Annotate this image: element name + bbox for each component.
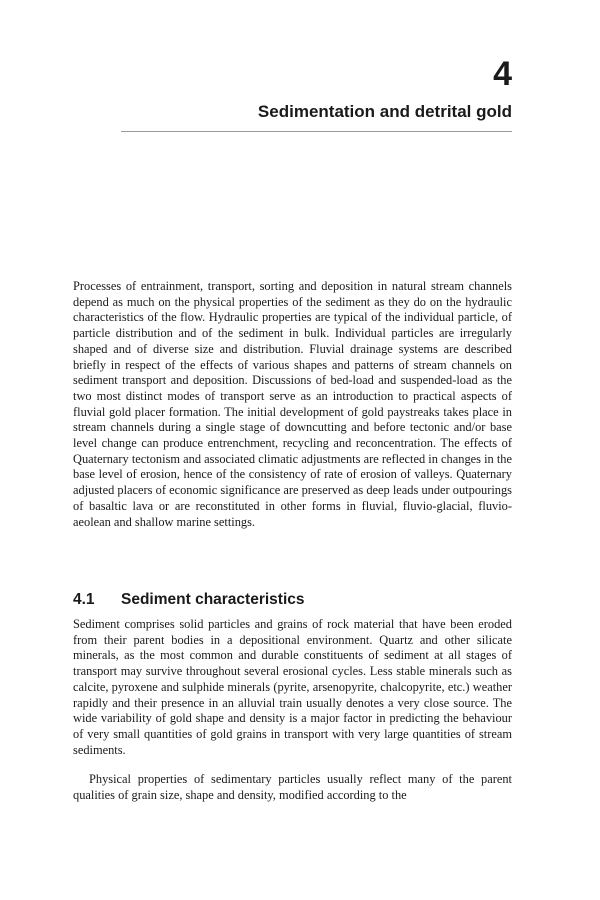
section-paragraph: Sediment comprises solid particles and grains of rock material that have been eroded from their parent bodies in a depositional environment. Quartz and other silicate minerals, as the most common and durable constituents of sediment at all stages of transport may survive throughout several erosional cycles. Less stable minerals such as calcite, pyroxene and sulphide minerals (pyrite, arsenopyrite, chalcopyrite, etc.) weather rapidly and their presence in an alluvial train usually denotes a very close source. The wide variability of gold shape and density is a major factor in predicting the behaviour of very small quantities of gold grains in transport with very large quantities of stream sediments.: [73, 617, 512, 757]
section-paragraph: Physical properties of sedimentary particles usually reflect many of the parent qualities of grain size, shape and density, modified according to the: [73, 772, 512, 802]
section-title: Sediment characteristics: [121, 591, 305, 608]
section-heading: [73, 590, 305, 610]
intro-paragraph: Processes of entrainment, transport, sorting and deposition in natural stream channels depend as much on the physical properties of the sediment as they do on the hydraulic characteristics of the flow. Hydraulic properties are typical of the individual particle, of particle distribution and of the sediment in bulk. Individual particles are irregularly shaped and of diverse size and distribution. Fluvial drainage systems are described briefly in respect of the effects of various shapes and patterns of stream channels on sediment transport and deposition. Discussions of bed-load and suspended-load as the two most distinct modes of transport serve as an introduction to practical aspects of fluvial gold placer formation. The initial development of gold paystreaks takes place in stream channels during a single stage of downcutting and before tectonic and/or base level change can produce entrenchment, recycling and reconcentration. The effects of Quaternary tectonism and associated climatic adjustments are reflected in changes in the base level of erosion, hence of the consistency of rate of erosion of valleys. Quaternary adjusted placers of economic significance are preserved as deep leads under outpourings of basaltic lava or are reconstituted in other forms in fluvial, fluvio-glacial, fluvio-aeolean and shallow marine settings.: [73, 279, 512, 529]
chapter-number: 4: [493, 55, 512, 93]
chapter-title-divider: [121, 131, 512, 132]
chapter-title: Sedimentation and detrital gold: [257, 102, 512, 121]
section-number: 4.1: [73, 591, 95, 608]
